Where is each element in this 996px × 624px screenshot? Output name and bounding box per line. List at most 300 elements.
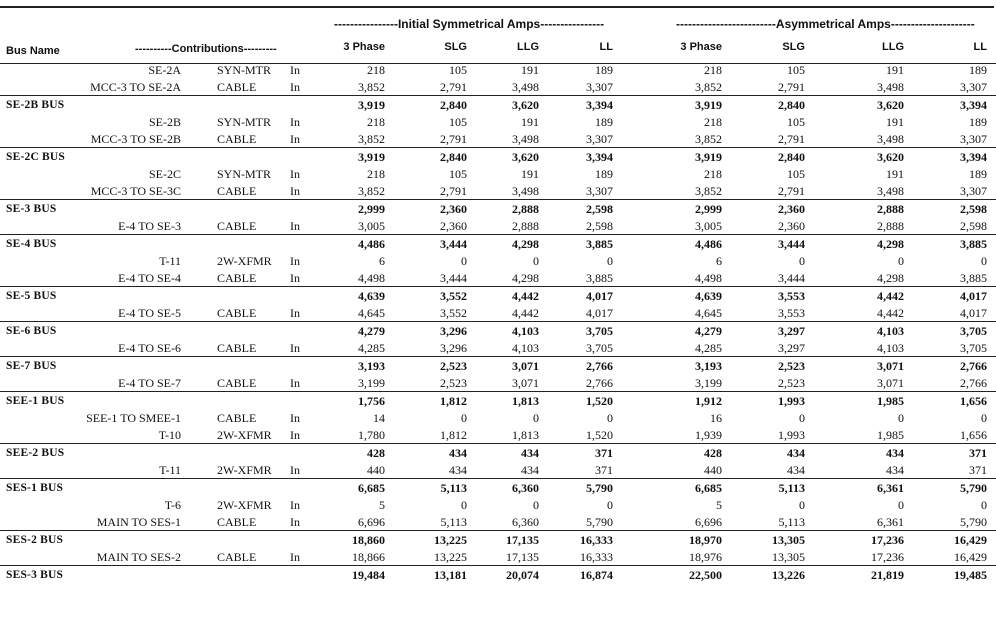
contribution-source: E-4 TO SE-4 xyxy=(118,271,181,285)
contribution-type: SYN-MTR xyxy=(217,115,272,129)
contribution-row xyxy=(0,217,996,234)
contribution-type: 2W-XFMR xyxy=(217,254,272,268)
contribution-direction: In xyxy=(290,463,300,477)
initial-llg-value: 20,074 xyxy=(506,568,539,582)
initial-llg-value: 1,813 xyxy=(512,394,539,408)
asym-ll-value: 3,307 xyxy=(960,80,987,94)
asym-slg-value: 2,791 xyxy=(778,184,805,198)
contribution-source: SE-2C xyxy=(148,167,181,181)
contribution-source: MAIN TO SES-1 xyxy=(96,515,181,529)
contribution-type: 2W-XFMR xyxy=(217,463,272,477)
col-header-initial-3phase: 3 Phase xyxy=(343,41,385,53)
initial-ll-value: 3,307 xyxy=(586,132,613,146)
asym-slg-value: 3,297 xyxy=(778,324,805,338)
asym-3phase-value: 6 xyxy=(716,254,722,268)
contribution-row xyxy=(0,130,996,147)
initial-ll-value: 5,790 xyxy=(586,481,613,495)
initial-slg-value: 2,791 xyxy=(440,80,467,94)
asym-slg-value: 2,360 xyxy=(778,219,805,233)
asym-llg-value: 3,620 xyxy=(877,150,904,164)
initial-slg-value: 2,360 xyxy=(440,202,467,216)
initial-3phase-value: 6,685 xyxy=(358,481,385,495)
bus-name: SE-4 BUS xyxy=(6,238,57,250)
asym-3phase-value: 1,912 xyxy=(695,394,722,408)
asym-ll-value: 3,885 xyxy=(960,237,987,251)
asym-slg-value: 2,360 xyxy=(778,202,805,216)
asym-ll-value: 19,485 xyxy=(954,568,987,582)
col-header-asym-3phase: 3 Phase xyxy=(680,41,722,53)
asym-llg-value: 0 xyxy=(898,254,904,268)
contribution-type: 2W-XFMR xyxy=(217,428,272,442)
initial-ll-value: 1,520 xyxy=(586,428,613,442)
initial-slg-value: 13,225 xyxy=(434,550,467,564)
initial-ll-value: 3,885 xyxy=(586,237,613,251)
initial-3phase-value: 5 xyxy=(379,498,385,512)
initial-3phase-value: 3,852 xyxy=(358,132,385,146)
col-header-asym-llg: LLG xyxy=(882,41,904,53)
asym-llg-value: 4,442 xyxy=(877,289,904,303)
asym-llg-value: 4,103 xyxy=(877,341,904,355)
asym-3phase-value: 3,193 xyxy=(695,359,722,373)
asym-llg-value: 4,298 xyxy=(877,237,904,251)
contribution-source: MCC-3 TO SE-3C xyxy=(90,184,181,198)
contribution-source: SEE-1 TO SMEE-1 xyxy=(86,411,181,425)
asym-llg-value: 4,442 xyxy=(877,306,904,320)
initial-ll-value: 16,333 xyxy=(580,533,613,547)
asym-3phase-value: 3,919 xyxy=(695,98,722,112)
initial-ll-value: 0 xyxy=(607,254,613,268)
asym-3phase-value: 2,999 xyxy=(695,202,722,216)
initial-slg-value: 105 xyxy=(449,167,467,181)
asym-slg-value: 0 xyxy=(799,411,805,425)
asym-3phase-value: 4,285 xyxy=(695,341,722,355)
initial-llg-value: 3,071 xyxy=(512,376,539,390)
contribution-row xyxy=(0,409,996,426)
col-header-initial-llg: LLG xyxy=(517,41,539,53)
asym-3phase-value: 18,970 xyxy=(689,533,722,547)
initial-ll-value: 2,598 xyxy=(586,202,613,216)
contribution-source: T-10 xyxy=(158,428,181,442)
asym-slg-value: 105 xyxy=(787,167,805,181)
asym-slg-value: 2,791 xyxy=(778,80,805,94)
contribution-row xyxy=(0,339,996,356)
contributions-header: ----------Contributions--------- xyxy=(135,43,277,55)
asym-3phase-value: 4,486 xyxy=(695,237,722,251)
initial-llg-value: 4,442 xyxy=(512,306,539,320)
contribution-direction: In xyxy=(290,498,300,512)
contribution-direction: In xyxy=(290,184,300,198)
asym-llg-value: 4,103 xyxy=(877,324,904,338)
initial-3phase-value: 4,486 xyxy=(358,237,385,251)
initial-3phase-value: 1,756 xyxy=(358,394,385,408)
asym-slg-value: 2,523 xyxy=(778,376,805,390)
initial-llg-value: 4,103 xyxy=(512,324,539,338)
contribution-row xyxy=(0,113,996,130)
initial-slg-value: 1,812 xyxy=(440,428,467,442)
initial-llg-value: 17,135 xyxy=(506,533,539,547)
contribution-type: CABLE xyxy=(217,132,257,146)
contribution-type: CABLE xyxy=(217,219,257,233)
initial-llg-value: 3,498 xyxy=(512,184,539,198)
bus-name: SES-3 BUS xyxy=(6,569,64,581)
contribution-row xyxy=(0,61,996,78)
asymmetrical-group-header: -------------------------Asymmetrical Amps--------------------- xyxy=(676,17,975,31)
asym-ll-value: 4,017 xyxy=(960,289,987,303)
asym-ll-value: 3,885 xyxy=(960,271,987,285)
contribution-type: CABLE xyxy=(217,184,257,198)
asym-llg-value: 434 xyxy=(886,463,904,477)
asym-slg-value: 434 xyxy=(787,463,805,477)
bus-row xyxy=(0,565,996,583)
initial-ll-value: 371 xyxy=(595,463,613,477)
initial-3phase-value: 218 xyxy=(367,167,385,181)
bus-name: SEE-2 BUS xyxy=(6,447,65,459)
contribution-direction: In xyxy=(290,271,300,285)
asym-slg-value: 2,523 xyxy=(778,359,805,373)
contribution-row xyxy=(0,78,996,95)
bus-name: SE-7 BUS xyxy=(6,360,57,372)
contribution-row xyxy=(0,548,996,565)
initial-3phase-value: 440 xyxy=(367,463,385,477)
asym-llg-value: 21,819 xyxy=(871,568,904,582)
initial-ll-value: 5,790 xyxy=(586,515,613,529)
contribution-type: CABLE xyxy=(217,271,257,285)
initial-llg-value: 4,103 xyxy=(512,341,539,355)
bus-row xyxy=(0,95,996,113)
asym-slg-value: 0 xyxy=(799,254,805,268)
asym-3phase-value: 428 xyxy=(704,446,722,460)
asym-slg-value: 3,553 xyxy=(778,306,805,320)
asym-3phase-value: 218 xyxy=(704,63,722,77)
initial-ll-value: 3,394 xyxy=(586,150,613,164)
initial-ll-value: 3,705 xyxy=(586,341,613,355)
initial-llg-value: 4,442 xyxy=(512,289,539,303)
asym-ll-value: 3,394 xyxy=(960,150,987,164)
asym-3phase-value: 5 xyxy=(716,498,722,512)
bus-row xyxy=(0,321,996,339)
asym-llg-value: 2,888 xyxy=(877,202,904,216)
initial-slg-value: 3,296 xyxy=(440,324,467,338)
initial-slg-value: 2,791 xyxy=(440,184,467,198)
asym-ll-value: 2,766 xyxy=(960,359,987,373)
contribution-type: CABLE xyxy=(217,550,257,564)
contribution-row xyxy=(0,252,996,269)
initial-llg-value: 434 xyxy=(521,446,539,460)
asym-slg-value: 0 xyxy=(799,498,805,512)
asym-3phase-value: 1,939 xyxy=(695,428,722,442)
initial-slg-value: 0 xyxy=(461,411,467,425)
bus-row xyxy=(0,356,996,374)
initial-ll-value: 1,520 xyxy=(586,394,613,408)
contribution-row xyxy=(0,513,996,530)
initial-slg-value: 5,113 xyxy=(440,515,467,529)
asym-3phase-value: 3,005 xyxy=(695,219,722,233)
initial-llg-value: 3,498 xyxy=(512,132,539,146)
asym-llg-value: 3,498 xyxy=(877,80,904,94)
contribution-type: CABLE xyxy=(217,306,257,320)
asym-ll-value: 371 xyxy=(969,463,987,477)
asym-ll-value: 2,766 xyxy=(960,376,987,390)
asym-llg-value: 3,620 xyxy=(877,98,904,112)
contribution-direction: In xyxy=(290,167,300,181)
asym-slg-value: 434 xyxy=(787,446,805,460)
contribution-type: SYN-MTR xyxy=(217,167,272,181)
asym-3phase-value: 3,852 xyxy=(695,132,722,146)
contribution-source: E-4 TO SE-5 xyxy=(118,306,181,320)
asym-3phase-value: 218 xyxy=(704,115,722,129)
initial-ll-value: 371 xyxy=(595,446,613,460)
initial-ll-value: 189 xyxy=(595,115,613,129)
initial-llg-value: 2,888 xyxy=(512,219,539,233)
initial-3phase-value: 3,852 xyxy=(358,184,385,198)
initial-3phase-value: 19,484 xyxy=(352,568,385,582)
col-header-initial-slg: SLG xyxy=(444,41,467,53)
asym-3phase-value: 4,639 xyxy=(695,289,722,303)
initial-ll-value: 4,017 xyxy=(586,306,613,320)
bus-row xyxy=(0,530,996,548)
initial-3phase-value: 4,285 xyxy=(358,341,385,355)
initial-llg-value: 4,298 xyxy=(512,237,539,251)
initial-3phase-value: 218 xyxy=(367,63,385,77)
asym-llg-value: 17,236 xyxy=(871,533,904,547)
asym-llg-value: 3,498 xyxy=(877,132,904,146)
initial-slg-value: 2,791 xyxy=(440,132,467,146)
asym-slg-value: 1,993 xyxy=(778,428,805,442)
initial-ll-value: 189 xyxy=(595,63,613,77)
contribution-row xyxy=(0,182,996,199)
initial-3phase-value: 6 xyxy=(379,254,385,268)
bus-name: SE-6 BUS xyxy=(6,325,57,337)
initial-3phase-value: 3,919 xyxy=(358,98,385,112)
asym-ll-value: 4,017 xyxy=(960,306,987,320)
asym-3phase-value: 3,852 xyxy=(695,80,722,94)
asym-llg-value: 3,071 xyxy=(877,359,904,373)
asym-llg-value: 191 xyxy=(886,115,904,129)
initial-ll-value: 2,598 xyxy=(586,219,613,233)
initial-3phase-value: 3,919 xyxy=(358,150,385,164)
initial-slg-value: 13,225 xyxy=(434,533,467,547)
bus-row xyxy=(0,147,996,165)
initial-slg-value: 5,113 xyxy=(440,481,467,495)
contribution-direction: In xyxy=(290,63,300,77)
contribution-direction: In xyxy=(290,341,300,355)
asym-slg-value: 2,840 xyxy=(778,150,805,164)
asym-3phase-value: 4,279 xyxy=(695,324,722,338)
contribution-row xyxy=(0,374,996,391)
initial-ll-value: 3,705 xyxy=(586,324,613,338)
contribution-type: CABLE xyxy=(217,376,257,390)
initial-ll-value: 2,766 xyxy=(586,376,613,390)
contribution-source: E-4 TO SE-3 xyxy=(118,219,181,233)
asym-slg-value: 3,553 xyxy=(778,289,805,303)
initial-3phase-value: 3,005 xyxy=(358,219,385,233)
initial-3phase-value: 3,852 xyxy=(358,80,385,94)
bus-name: SES-2 BUS xyxy=(6,534,64,546)
contribution-direction: In xyxy=(290,306,300,320)
initial-llg-value: 0 xyxy=(533,411,539,425)
contribution-direction: In xyxy=(290,376,300,390)
contribution-row xyxy=(0,496,996,513)
initial-slg-value: 434 xyxy=(449,463,467,477)
initial-llg-value: 0 xyxy=(533,498,539,512)
initial-llg-value: 17,135 xyxy=(506,550,539,564)
asym-slg-value: 1,993 xyxy=(778,394,805,408)
initial-llg-value: 2,888 xyxy=(512,202,539,216)
asym-3phase-value: 3,852 xyxy=(695,184,722,198)
initial-3phase-value: 3,193 xyxy=(358,359,385,373)
initial-3phase-value: 14 xyxy=(373,411,385,425)
initial-3phase-value: 4,498 xyxy=(358,271,385,285)
initial-llg-value: 3,620 xyxy=(512,150,539,164)
initial-llg-value: 3,498 xyxy=(512,80,539,94)
contribution-type: CABLE xyxy=(217,411,257,425)
initial-3phase-value: 4,639 xyxy=(358,289,385,303)
bus-name: SEE-1 BUS xyxy=(6,395,65,407)
asym-slg-value: 13,226 xyxy=(772,568,805,582)
initial-ll-value: 189 xyxy=(595,167,613,181)
asym-ll-value: 3,394 xyxy=(960,98,987,112)
asym-3phase-value: 6,685 xyxy=(695,481,722,495)
asym-ll-value: 5,790 xyxy=(960,481,987,495)
asym-3phase-value: 18,976 xyxy=(689,550,722,564)
bus-row xyxy=(0,478,996,496)
initial-ll-value: 0 xyxy=(607,411,613,425)
contribution-row xyxy=(0,304,996,321)
asym-ll-value: 1,656 xyxy=(960,394,987,408)
initial-slg-value: 434 xyxy=(449,446,467,460)
asym-ll-value: 2,598 xyxy=(960,219,987,233)
contribution-direction: In xyxy=(290,132,300,146)
asym-llg-value: 3,498 xyxy=(877,184,904,198)
bus-name: SES-1 BUS xyxy=(6,482,64,494)
col-header-asym-slg: SLG xyxy=(782,41,805,53)
initial-3phase-value: 4,279 xyxy=(358,324,385,338)
contribution-row xyxy=(0,426,996,443)
initial-ll-value: 3,394 xyxy=(586,98,613,112)
asym-slg-value: 105 xyxy=(787,115,805,129)
initial-slg-value: 0 xyxy=(461,254,467,268)
initial-3phase-value: 428 xyxy=(367,446,385,460)
contribution-direction: In xyxy=(290,80,300,94)
initial-ll-value: 3,885 xyxy=(586,271,613,285)
initial-3phase-value: 1,780 xyxy=(358,428,385,442)
asym-llg-value: 4,298 xyxy=(877,271,904,285)
contribution-source: MCC-3 TO SE-2A xyxy=(90,80,181,94)
asym-ll-value: 16,429 xyxy=(954,533,987,547)
asym-llg-value: 6,361 xyxy=(877,515,904,529)
contribution-row xyxy=(0,269,996,286)
contribution-source: T-6 xyxy=(164,498,181,512)
initial-slg-value: 3,296 xyxy=(440,341,467,355)
asym-ll-value: 0 xyxy=(981,498,987,512)
initial-3phase-value: 4,645 xyxy=(358,306,385,320)
initial-llg-value: 191 xyxy=(521,115,539,129)
asym-llg-value: 434 xyxy=(886,446,904,460)
asym-llg-value: 2,888 xyxy=(877,219,904,233)
initial-3phase-value: 2,999 xyxy=(358,202,385,216)
initial-3phase-value: 6,696 xyxy=(358,515,385,529)
asym-llg-value: 0 xyxy=(898,498,904,512)
bus-name: SE-5 BUS xyxy=(6,290,57,302)
initial-llg-value: 191 xyxy=(521,63,539,77)
initial-slg-value: 2,360 xyxy=(440,219,467,233)
asym-ll-value: 0 xyxy=(981,411,987,425)
initial-3phase-value: 18,866 xyxy=(352,550,385,564)
contribution-type: 2W-XFMR xyxy=(217,498,272,512)
initial-ll-value: 16,874 xyxy=(580,568,613,582)
asym-3phase-value: 3,199 xyxy=(695,376,722,390)
contribution-source: SE-2B xyxy=(148,115,181,129)
initial-llg-value: 6,360 xyxy=(512,515,539,529)
bus-name: SE-2C BUS xyxy=(6,151,65,163)
contribution-type: CABLE xyxy=(217,515,257,529)
asym-ll-value: 0 xyxy=(981,254,987,268)
initial-slg-value: 3,552 xyxy=(440,289,467,303)
initial-3phase-value: 18,860 xyxy=(352,533,385,547)
bus-name: SE-2B BUS xyxy=(6,99,65,111)
asym-slg-value: 5,113 xyxy=(778,481,805,495)
bus-name-header: Bus Name xyxy=(6,45,60,57)
asym-llg-value: 6,361 xyxy=(877,481,904,495)
asym-slg-value: 3,444 xyxy=(778,271,805,285)
initial-ll-value: 3,307 xyxy=(586,184,613,198)
contribution-direction: In xyxy=(290,515,300,529)
contribution-row xyxy=(0,165,996,182)
contribution-row xyxy=(0,461,996,478)
asym-3phase-value: 3,919 xyxy=(695,150,722,164)
initial-llg-value: 3,071 xyxy=(512,359,539,373)
contribution-type: CABLE xyxy=(217,341,257,355)
initial-slg-value: 2,523 xyxy=(440,376,467,390)
contribution-source: SE-2A xyxy=(148,63,181,77)
contribution-direction: In xyxy=(290,428,300,442)
asym-3phase-value: 4,645 xyxy=(695,306,722,320)
asym-ll-value: 189 xyxy=(969,115,987,129)
contribution-source: MAIN TO SES-2 xyxy=(96,550,181,564)
initial-ll-value: 16,333 xyxy=(580,550,613,564)
asym-slg-value: 13,305 xyxy=(772,550,805,564)
initial-slg-value: 3,444 xyxy=(440,237,467,251)
initial-llg-value: 1,813 xyxy=(512,428,539,442)
bus-row xyxy=(0,234,996,252)
initial-slg-value: 3,444 xyxy=(440,271,467,285)
col-header-initial-ll: LL xyxy=(599,41,613,53)
initial-llg-value: 191 xyxy=(521,167,539,181)
short-circuit-report-table xyxy=(0,61,996,583)
asym-ll-value: 189 xyxy=(969,167,987,181)
contribution-source: T-11 xyxy=(159,463,181,477)
contribution-direction: In xyxy=(290,254,300,268)
initial-llg-value: 4,298 xyxy=(512,271,539,285)
asym-3phase-value: 6,696 xyxy=(695,515,722,529)
initial-slg-value: 0 xyxy=(461,498,467,512)
contribution-source: E-4 TO SE-7 xyxy=(118,376,181,390)
asym-3phase-value: 440 xyxy=(704,463,722,477)
asym-ll-value: 2,598 xyxy=(960,202,987,216)
initial-llg-value: 6,360 xyxy=(512,481,539,495)
contribution-direction: In xyxy=(290,115,300,129)
initial-ll-value: 2,766 xyxy=(586,359,613,373)
asym-llg-value: 3,071 xyxy=(877,376,904,390)
initial-ll-value: 4,017 xyxy=(586,289,613,303)
initial-llg-value: 434 xyxy=(521,463,539,477)
asym-slg-value: 3,297 xyxy=(778,341,805,355)
asym-llg-value: 0 xyxy=(898,411,904,425)
initial-ll-value: 3,307 xyxy=(586,80,613,94)
asym-ll-value: 3,705 xyxy=(960,324,987,338)
asym-llg-value: 191 xyxy=(886,63,904,77)
asym-slg-value: 105 xyxy=(787,63,805,77)
